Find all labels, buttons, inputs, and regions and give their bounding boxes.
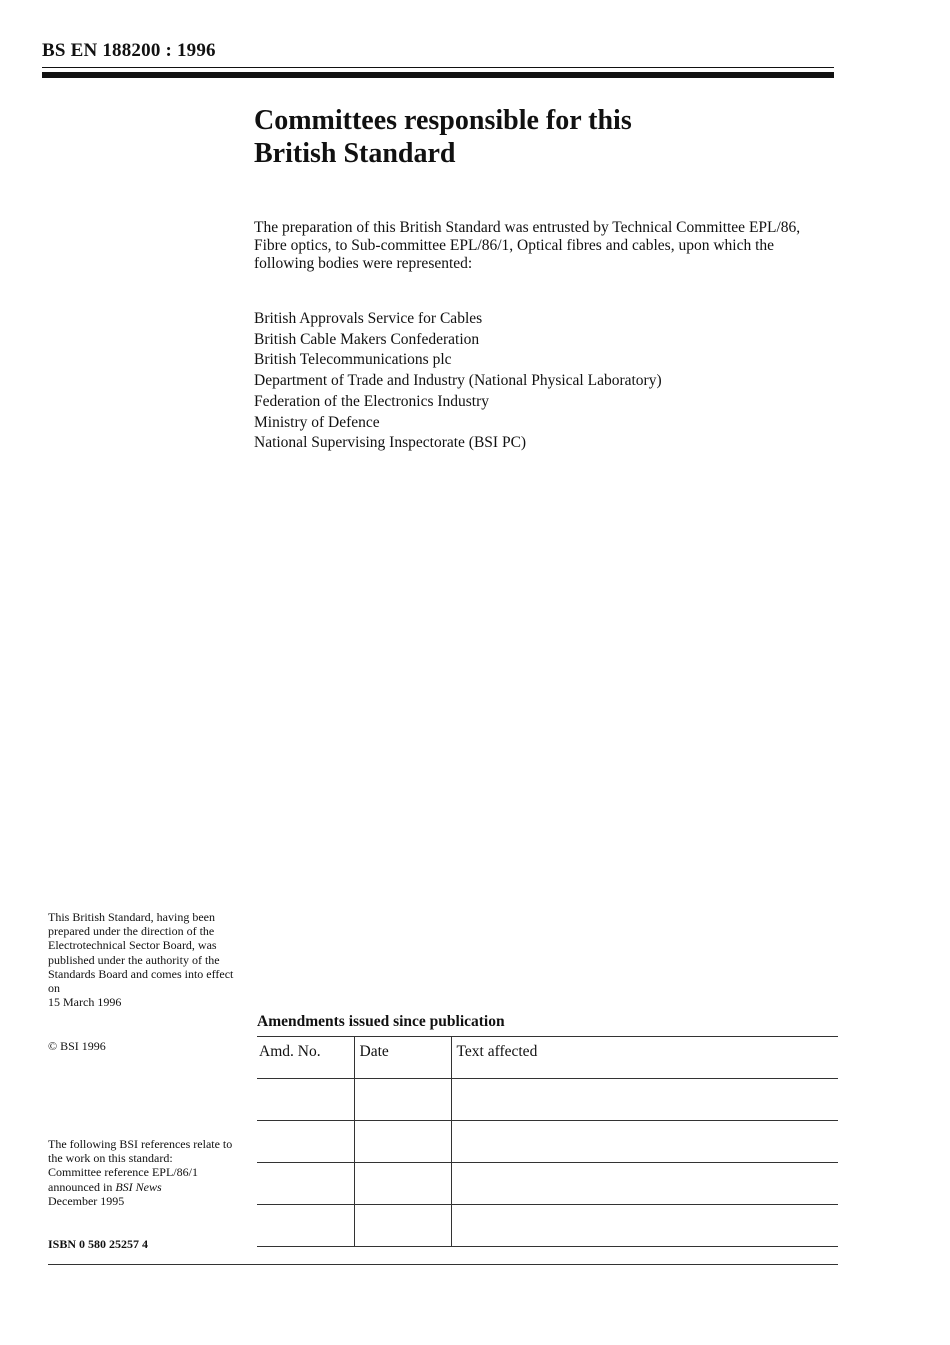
table-cell	[354, 1163, 451, 1205]
table-cell	[354, 1205, 451, 1247]
table-row	[257, 1121, 838, 1163]
isbn: ISBN 0 580 25257 4	[48, 1237, 149, 1251]
publication-note-text: This British Standard, having been prepared under the direction of the Electrotechnical Sector Board, was published under the authority of the Standards Board and comes into effect on	[48, 910, 234, 996]
intro-paragraph: The preparation of this British Standard was entrusted by Technical Committee EPL/86, Fibre optics, to Sub-committee EPL/86/1, Optical fibres and cables, upon which the following bodies were represented:	[254, 219, 801, 272]
column-header-label: Date	[359, 1043, 389, 1060]
announced-prefix: announced in	[48, 1179, 113, 1194]
column-header-label: Text affected	[456, 1043, 538, 1060]
table-cell	[451, 1121, 838, 1163]
list-item: National Supervising Inspectorate (BSI PC)	[254, 434, 527, 452]
publication-note	[48, 910, 240, 1009]
table-cell	[451, 1163, 838, 1205]
page-title-line-1: Committees responsible for this	[254, 105, 632, 136]
announced-publication: BSI News	[115, 1179, 162, 1194]
table-cell	[354, 1079, 451, 1121]
announced-date: December 1995	[48, 1193, 125, 1208]
amendments-title: Amendments issued since publication	[257, 1013, 505, 1030]
refs-intro: The following BSI references relate to the work on this standard:	[48, 1137, 233, 1166]
represented-bodies-list	[254, 309, 662, 454]
list-item: Department of Trade and Industry (National Physical Laboratory)	[254, 372, 662, 390]
column-header	[451, 1037, 838, 1079]
list-item: British Approvals Service for Cables	[254, 310, 483, 327]
table-cell	[451, 1079, 838, 1121]
effective-date: 15 March 1996	[48, 995, 122, 1010]
bsi-references	[48, 1137, 240, 1208]
list-item: British Cable Makers Confederation	[254, 330, 480, 348]
table-header-row	[257, 1037, 838, 1079]
footer-rule	[48, 1264, 838, 1265]
header-rule-thick	[42, 72, 834, 78]
column-header-label: Amd. No.	[259, 1043, 321, 1060]
table-cell	[257, 1079, 354, 1121]
table-cell	[257, 1121, 354, 1163]
table-row	[257, 1079, 838, 1121]
table-cell	[354, 1121, 451, 1163]
copyright-notice: © BSI 1996	[48, 1039, 106, 1053]
table-cell	[451, 1205, 838, 1247]
page-title-line-2: British Standard	[254, 138, 456, 169]
table-row	[257, 1205, 838, 1247]
table-cell	[257, 1205, 354, 1247]
list-item: Federation of the Electronics Industry	[254, 392, 490, 410]
committee-reference: Committee reference EPL/86/1	[48, 1165, 198, 1180]
table-row	[257, 1163, 838, 1205]
document-code: BS EN 188200 : 1996	[42, 40, 216, 61]
page-title	[254, 104, 814, 170]
table-cell	[257, 1163, 354, 1205]
list-item: Ministry of Defence	[254, 413, 380, 431]
list-item: British Telecommunications plc	[254, 351, 452, 369]
column-header	[257, 1037, 354, 1079]
amendments-table	[257, 1036, 838, 1247]
header-rule-thin	[42, 67, 834, 68]
column-header	[354, 1037, 451, 1079]
